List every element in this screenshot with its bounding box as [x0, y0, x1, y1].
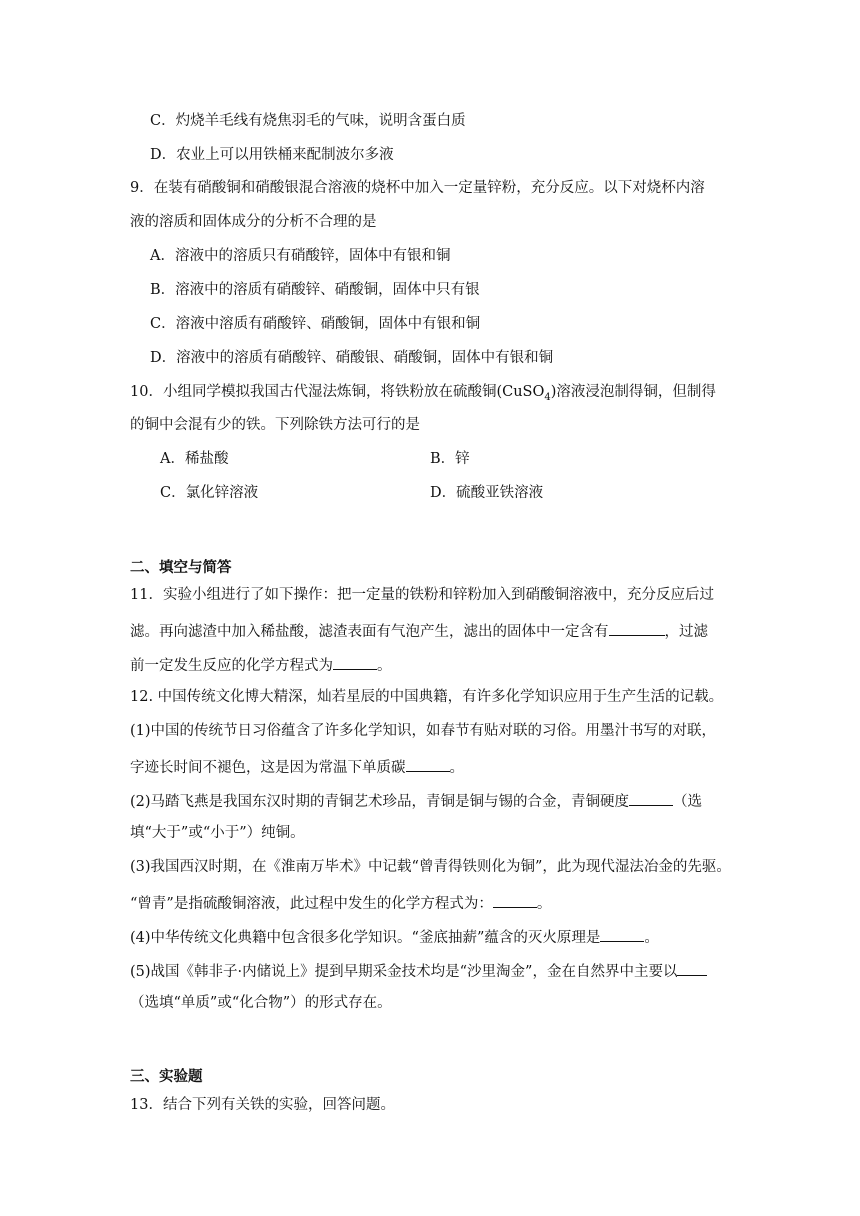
- q10-option-c: C．氯化锌溶液: [160, 485, 259, 501]
- q13-stem: 13．结合下列有关铁的实验，回答问题。: [130, 1097, 395, 1113]
- q11-answer-blank-2[interactable]: [333, 653, 377, 670]
- q11-text-2a: 滤。再向滤渣中加入稀盐酸，滤渣表面有气泡产生，滤出的固体中一定含有: [130, 624, 609, 640]
- q12-part4-line1: [130, 925, 659, 948]
- q10-formula-subscript: 4: [544, 391, 551, 403]
- q10-option-d: D．硫酸亚铁溶液: [430, 485, 544, 501]
- q12-part5-line2: （选填“单质”或“化合物”）的形式存在。: [130, 995, 392, 1011]
- q9-stem-line2: 液的溶质和固体成分的分析不合理的是: [130, 214, 377, 230]
- q12-part3-answer-blank[interactable]: [493, 891, 537, 908]
- q9-option-d: D．溶液中的溶质有硝酸锌、硝酸银、硝酸铜，固体中有银和铜: [150, 350, 554, 366]
- q11-text-3a: 前一定发生反应的化学方程式为: [130, 658, 333, 674]
- q12-part2-text-b: （选: [673, 794, 703, 810]
- q12-part4-answer-blank[interactable]: [600, 925, 644, 942]
- q12-part2-line2: 填“大于”或“小于”）纯铜。: [130, 825, 305, 841]
- q11-stem-line2: [130, 619, 708, 642]
- q10-stem-line2: 的铜中会混有少的铁。下列除铁方法可行的是: [130, 417, 420, 433]
- q12-part5-answer-blank[interactable]: [677, 959, 707, 976]
- q12-stem: 12. 中国传统文化博大精深，灿若星辰的中国典籍，有许多化学知识应用于生产生活的记载。: [130, 689, 724, 705]
- q12-part1-line2: [130, 755, 464, 778]
- q12-part1-line1: (1)中国的传统节日习俗蕴含了许多化学知识，如春节有贴对联的习俗。用墨汁书写的对联，: [130, 723, 717, 739]
- q8-option-d: D．农业上可以用铁桶来配制波尔多液: [150, 147, 394, 163]
- q12-part3-line1: (3)我国西汉时期，在《淮南万毕术》中记载“曾青得铁则化为铜”，此为现代湿法冶金的先驱。: [130, 859, 731, 875]
- q9-option-a: A．溶液中的溶质只有硝酸锌，固体中有银和铜: [150, 248, 451, 264]
- q12-part3-text-a: “曾青”是指硫酸铜溶液，此过程中发生的化学方程式为：: [130, 896, 493, 912]
- q10-stem-line1: [130, 382, 716, 408]
- q12-part2-text-a: (2)马踏飞燕是我国东汉时期的青铜艺术珍品，青铜是铜与锡的合金，青铜硬度: [130, 794, 630, 810]
- q12-part4-text-a: (4)中华传统文化典籍中包含很多化学知识。“釜底抽薪”蕴含的灭火原理是: [130, 930, 601, 946]
- q9-option-b: B．溶液中的溶质有硝酸锌、硝酸铜，固体中只有银: [150, 282, 480, 298]
- q11-answer-blank-1[interactable]: [609, 619, 665, 636]
- q12-part3-text-b: 。: [536, 896, 552, 912]
- q12-part1-text-b: 。: [449, 760, 464, 776]
- q9-stem-line1: 9．在装有硝酸铜和硝酸银混合溶液的烧杯中加入一定量锌粉，充分反应。以下对烧杯内溶: [130, 180, 705, 196]
- q8-option-c: C．灼烧羊毛线有烧焦羽毛的气味，说明含蛋白质: [150, 113, 466, 129]
- q12-part2-answer-blank[interactable]: [629, 789, 673, 806]
- q10-stem-text-a: 10．小组同学模拟我国古代湿法炼铜，将铁粉放在硫酸铜(CuSO: [130, 384, 545, 400]
- q12-part5-text-a: (5)战国《韩非子·内储说上》提到早期采金技术均是“沙里淘金”，金在自然界中主要以: [130, 964, 678, 980]
- section-2-heading: 二、填空与简答: [130, 559, 232, 576]
- q12-part5-line1: [130, 959, 707, 982]
- q10-option-a: A．稀盐酸: [160, 451, 229, 467]
- q11-text-2b: ，过滤: [664, 624, 708, 640]
- q12-part3-line2: [130, 891, 551, 914]
- q11-text-3b: 。: [377, 658, 392, 674]
- q11-stem-line3: [130, 653, 392, 676]
- q12-part1-text-a: 字迹长时间不褪色，这是因为常温下单质碳: [130, 760, 406, 776]
- q11-stem-line1: 11．实验小组进行了如下操作：把一定量的铁粉和锌粉加入到硝酸铜溶液中，充分反应后过: [130, 587, 714, 603]
- q10-stem-text-b: )溶液浸泡制得铜，但制得: [550, 384, 716, 400]
- q9-option-c: C．溶液中溶质有硝酸锌、硝酸铜，固体中有银和铜: [150, 316, 481, 332]
- q12-part2-line1: [130, 789, 702, 812]
- section-3-heading: 三、实验题: [130, 1068, 203, 1085]
- q10-option-b: B．锌: [430, 451, 470, 467]
- q12-part1-answer-blank[interactable]: [406, 755, 450, 772]
- q12-part4-text-b: 。: [644, 930, 659, 946]
